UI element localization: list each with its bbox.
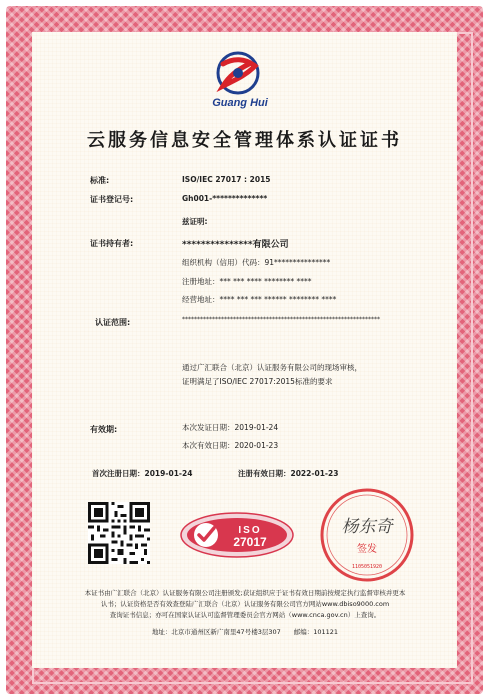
footer-notice bbox=[60, 588, 430, 621]
org-code: 组织机构（信用）代码：91*************** bbox=[182, 258, 331, 267]
holder-value: ***************有限公司 bbox=[182, 240, 289, 250]
qr-code-icon bbox=[88, 502, 150, 564]
stamp-number: 1105051920 bbox=[351, 564, 383, 570]
validity-label: 有效期: bbox=[90, 425, 118, 434]
registration-expire-date: 注册有效日期：2022-01-23 bbox=[238, 469, 339, 478]
standard-label: 标准: bbox=[90, 176, 110, 185]
scope-value: ****************************************************************** bbox=[182, 316, 380, 323]
first-registration-date: 首次注册日期：2019-01-24 bbox=[92, 469, 193, 478]
iso-27017-badge-icon bbox=[178, 510, 296, 560]
statement-line-1: 通过广汇联合（北京）认证服务有限公司的现场审核， bbox=[182, 363, 362, 372]
footer-line-1: 本证书由广汇联合（北京）认证服务有限公司注册颁发;获证组织应于证书有效日期前按规定执行监督审核并更本 bbox=[84, 589, 406, 597]
iso-number: 27017 bbox=[233, 535, 267, 549]
footer-address: 地址：北京市通州区新广南里47号楼3层307 邮编：101121 bbox=[151, 628, 339, 636]
cert-no-label: 证书登记号: bbox=[90, 195, 134, 204]
holder-label: 证书持有者: bbox=[90, 239, 134, 248]
official-stamp-icon bbox=[318, 486, 416, 584]
registered-address: 注册地址：*** *** **** ******** **** bbox=[182, 277, 312, 286]
cert-no-value: Gh001-************** bbox=[182, 194, 268, 203]
expire-date: 本次有效日期：2020-01-23 bbox=[182, 441, 279, 450]
guang-hui-logo-icon bbox=[215, 50, 261, 96]
footer-line-3: 查询证书信息；亦可在国家认证认可监督管理委员会官方网站（www.cnca.gov.cn）上查询。 bbox=[109, 611, 381, 619]
sign-text: 签发 bbox=[357, 544, 377, 555]
iso-text: ISO bbox=[238, 525, 262, 536]
standard-value: ISO/IEC 27017 : 2015 bbox=[182, 175, 271, 184]
scope-label: 认证范围: bbox=[95, 318, 131, 327]
certificate-title: 云服务信息安全管理体系认证证书 bbox=[87, 130, 402, 151]
cert-verify-label: 兹证明: bbox=[182, 217, 208, 226]
signature-text: 杨东奇 bbox=[341, 517, 393, 537]
footer-line-2: 认书；认证资格是否有效查登陆广汇联合（北京）认证服务有限公司官方网站www.dbiso9000.com bbox=[100, 600, 390, 608]
logo-text: Guang Hui bbox=[212, 97, 268, 109]
issue-date: 本次发证日期：2019-01-24 bbox=[182, 423, 279, 432]
business-address: 经营地址：**** *** *** ****** ******** **** bbox=[182, 295, 337, 304]
statement-line-2: 证明满足了ISO/IEC 27017:2015标准的要求 bbox=[182, 377, 333, 386]
